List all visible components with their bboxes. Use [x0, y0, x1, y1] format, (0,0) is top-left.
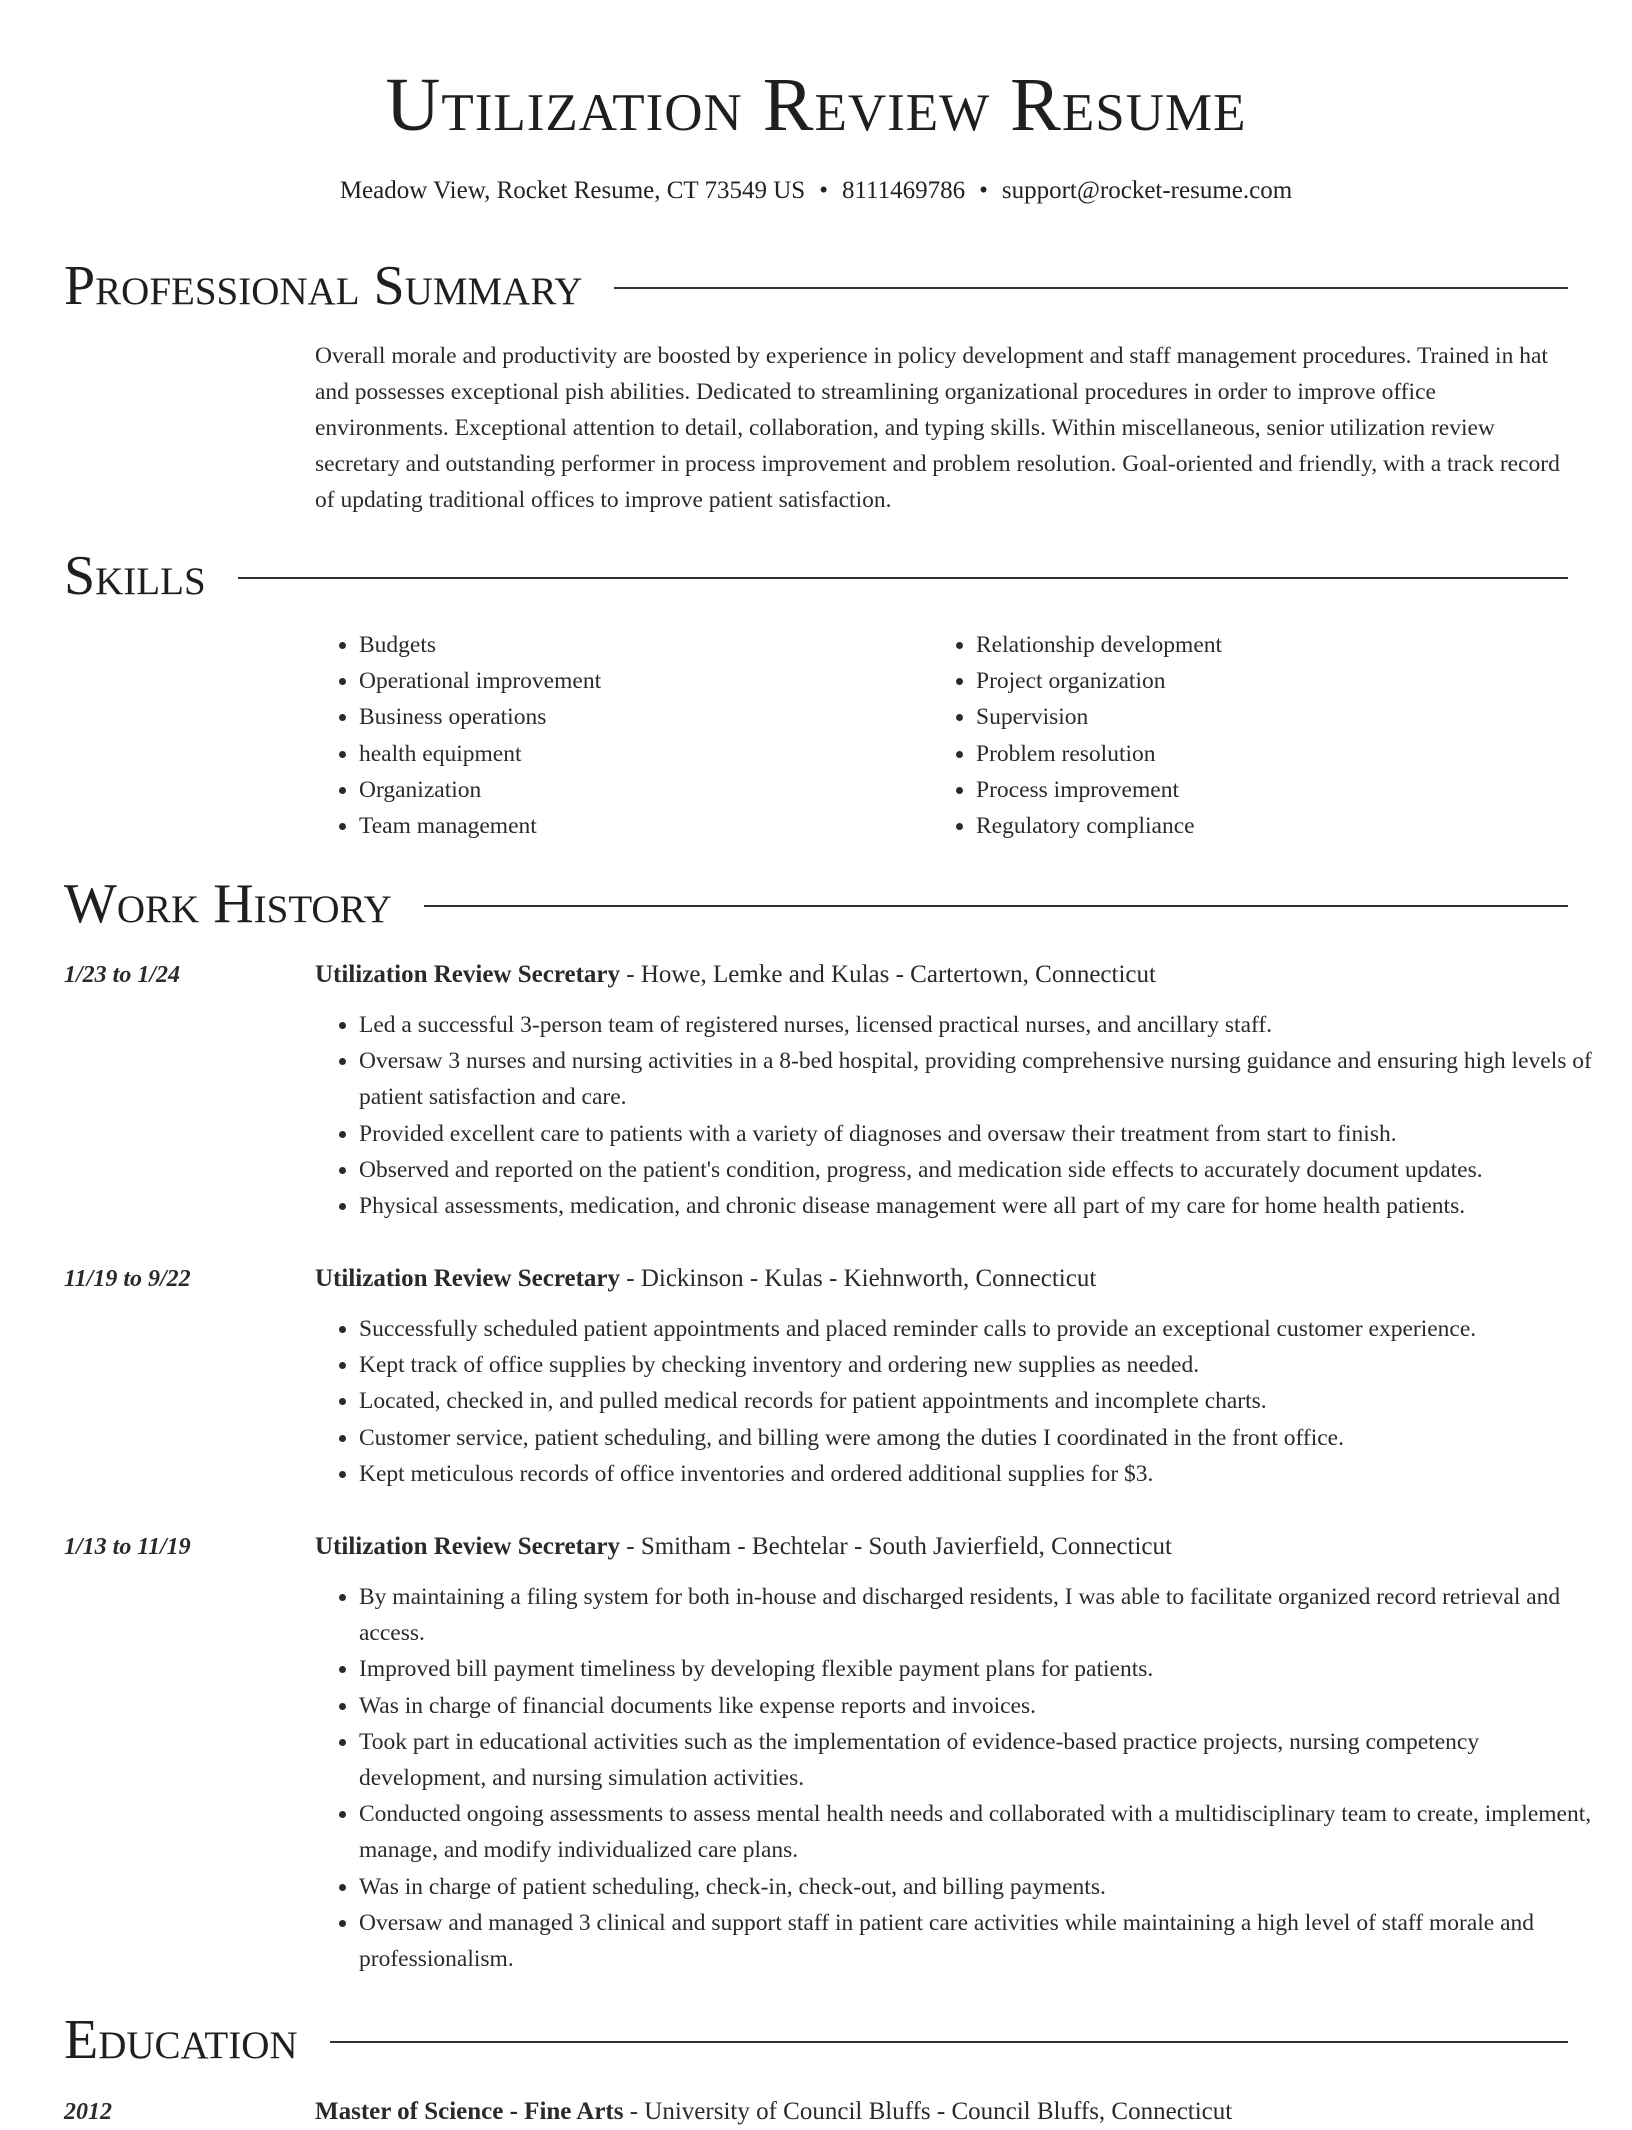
job-role: Utilization Review Secretary — [315, 961, 620, 988]
skill-item: • health equipment — [359, 736, 601, 772]
job-heading — [315, 1261, 1096, 1297]
section-title-work: Work History — [64, 873, 392, 935]
skills-list-left — [315, 627, 601, 844]
section-divider — [238, 577, 1568, 579]
job-role: Utilization Review Secretary — [315, 1265, 620, 1292]
job-bullet: • Physical assessments, medication, and chronic disease management were all part of my care for home health patients. — [359, 1188, 1612, 1224]
job-bullet: • Kept track of office supplies by checking inventory and ordering new supplies as needed. — [359, 1347, 1612, 1383]
job-bullet: • Led a successful 3-person team of registered nurses, licensed practical nurses, and ancillary staff. — [359, 1007, 1612, 1043]
job-bullet-list — [315, 1579, 1612, 1977]
skill-item: • Team management — [359, 808, 601, 844]
job-bullet: • Customer service, patient scheduling, and billing were among the duties I coordinated in the front office. — [359, 1420, 1612, 1456]
job-employer: - Dickinson - Kulas - Kiehnworth, Connecticut — [620, 1265, 1097, 1292]
address: Meadow View, Rocket Resume, CT 73549 US — [339, 177, 806, 204]
skill-item: • Project organization — [976, 663, 1222, 699]
skill-item: • Operational improvement — [359, 663, 601, 699]
job-bullet: • Was in charge of patient scheduling, check-in, check-out, and billing payments. — [359, 1869, 1612, 1905]
job-bullet: • Successfully scheduled patient appointments and placed reminder calls to provide an exceptional customer experience. — [359, 1311, 1612, 1347]
skills-list-right — [932, 627, 1222, 844]
job-dates: 1/13 to 11/19 — [64, 1534, 191, 1560]
section-title-education: Education — [64, 2009, 298, 2071]
education-heading — [315, 2094, 1232, 2130]
job-bullet: • Improved bill payment timeliness by developing flexible payment plans for patients. — [359, 1651, 1612, 1687]
email-link[interactable]: support@rocket-resume.com — [1001, 177, 1293, 204]
job-dates: 11/19 to 9/22 — [64, 1266, 191, 1292]
job-bullet: • Oversaw and managed 3 clinical and support staff in patient care activities while maintaining a high level of staff morale and professionalism. — [359, 1905, 1612, 1977]
skills-section-header — [64, 544, 1568, 608]
skill-item: • Relationship development — [976, 627, 1222, 663]
section-title-skills: Skills — [64, 545, 206, 607]
skill-item: • Regulatory compliance — [976, 808, 1222, 844]
job-heading — [315, 957, 1156, 993]
separator-dot: • — [979, 177, 988, 204]
job-bullet: • Was in charge of financial documents like expense reports and invoices. — [359, 1688, 1612, 1724]
job-dates: 1/23 to 1/24 — [64, 962, 181, 988]
contact-line — [0, 175, 1632, 207]
education-year: 2012 — [64, 2099, 112, 2125]
job-bullet: • By maintaining a filing system for both in-house and discharged residents, I was able to facilitate organized record retrieval and access. — [359, 1579, 1612, 1651]
skill-item: • Business operations — [359, 699, 601, 735]
summary-text: Overall morale and productivity are boosted by experience in policy development and staff management procedures. Trained in hat and possesses exceptional pish abilities. Dedicated to streamlining organizational procedures in order to improve office environments. Exceptional attention to detail, collaboration, and typing skills. Within miscellaneous, senior utilization review secretary and outstanding performer in process improvement and problem resolution. Goal-oriented and friendly, with a track record of updating traditional offices to improve patient satisfaction. — [315, 343, 1560, 513]
work-section-header — [64, 872, 1568, 936]
job-bullet: • Conducted ongoing assessments to assess mental health needs and collaborated with a multidisciplinary team to create, implement, manage, and modify individualized care plans. — [359, 1796, 1612, 1868]
job-bullet: • Provided excellent care to patients with a variety of diagnoses and oversaw their treatment from start to finish. — [359, 1116, 1612, 1152]
job-bullet: • Located, checked in, and pulled medical records for patient appointments and incomplete charts. — [359, 1383, 1612, 1419]
job-employer: - Howe, Lemke and Kulas - Cartertown, Connecticut — [620, 961, 1156, 988]
job-bullet-list — [315, 1311, 1612, 1492]
job-role: Utilization Review Secretary — [315, 1533, 620, 1560]
skill-item: • Budgets — [359, 627, 601, 663]
section-divider — [330, 2041, 1568, 2043]
separator-dot: • — [819, 177, 828, 204]
skill-item: • Process improvement — [976, 772, 1222, 808]
job-bullet: • Took part in educational activities such as the implementation of evidence-based practice projects, nursing competency development, and nursing simulation activities. — [359, 1724, 1612, 1796]
section-title-summary: Professional Summary — [64, 255, 583, 317]
job-bullet: • Oversaw 3 nurses and nursing activities in a 8-bed hospital, providing comprehensive nursing guidance and ensuring high levels of patient satisfaction and care. — [359, 1043, 1612, 1115]
section-divider — [614, 287, 1568, 289]
job-heading — [315, 1529, 1172, 1565]
skill-item: • Supervision — [976, 699, 1222, 735]
job-bullet: • Observed and reported on the patient's condition, progress, and medication side effects to accurately document updates. — [359, 1152, 1612, 1188]
job-employer: - Smitham - Bechtelar - South Javierfield, Connecticut — [620, 1533, 1172, 1560]
education-degree: Master of Science - Fine Arts — [315, 2098, 624, 2125]
skill-item: • Problem resolution — [976, 736, 1222, 772]
education-school: - University of Council Bluffs - Council Bluffs, Connecticut — [623, 2098, 1233, 2125]
job-bullet: • Kept meticulous records of office inventories and ordered additional supplies for $3. — [359, 1456, 1612, 1492]
skill-item: • Organization — [359, 772, 601, 808]
resume-title: Utilization Review Resume — [385, 63, 1247, 147]
summary-section-header — [64, 254, 1568, 318]
phone: 8111469786 — [841, 177, 966, 204]
education-section-header — [64, 2008, 1568, 2072]
job-bullet-list — [315, 1007, 1612, 1224]
section-divider — [424, 905, 1568, 907]
